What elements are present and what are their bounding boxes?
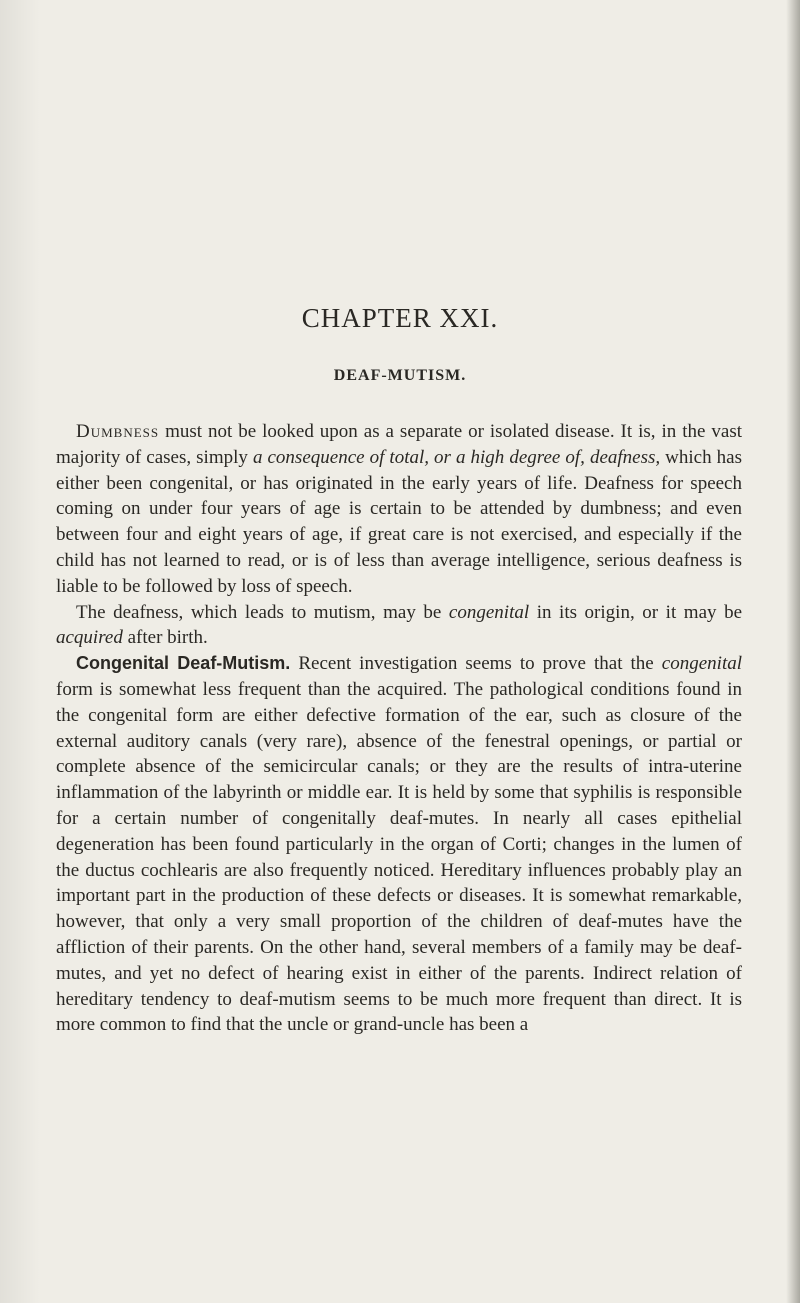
section-title: DEAF-MUTISM. [333, 367, 467, 384]
page-shadow [0, 0, 40, 1303]
paragraph-dumbness [56, 419, 742, 600]
lead-word: Dumbness [76, 421, 160, 442]
text-run: after birth. [122, 627, 208, 649]
italic-run: acquired [56, 627, 123, 649]
text-run: The deafness, which leads to mutism, may be [76, 601, 449, 623]
paragraph-origin [56, 600, 742, 652]
page-edge [786, 0, 800, 1303]
text-run: which has either been congenital, or has originated in the early years of life. Deafness for speech coming on under four years of age is certain to be attended by dumbness; and even between four and eight years of age, if great care is not exercised, and especially if the child has not learned to read, or is of less than average intelligence, serious deafness is liable to be followed by loss of speech. [56, 446, 742, 597]
text-run: must not be looked upon as a separate or isolated disease. It is, in the vast majority of cases, simply [56, 421, 742, 468]
body-text [56, 419, 742, 1038]
side-heading: Congenital Deaf-Mutism. [76, 653, 291, 674]
chapter-title: CHAPTER XXI. [301, 303, 499, 333]
paragraph-congenital [56, 651, 742, 1038]
italic-run: congenital [661, 653, 742, 675]
italic-run: a consequence of total, or a high degree of, deafness, [252, 446, 661, 468]
text-run: form is somewhat less frequent than the acquired. The pathological conditions found in the congenital form are either defective formation of the ear, such as closure of the external auditory canals (very rare), absence of the fenestral openings, or partial or complete absence of the semicircular canals; or they are the results of intra-uterine inflammation of the labyrinth or middle ear. It is held by some that syphilis is responsible for a certain number of congenitally deaf-mutes. In nearly all cases epithelial degeneration has been found particularly in the organ of Corti; changes in the lumen of the ductus cochlearis are also frequently noticed. Hereditary influences probably play an important part in the production of these defects or diseases. It is somewhat remarkable, however, that only a very small proportion of the children of deaf-mutes have the affliction of their parents. On the other hand, several members of a family may be deaf-mutes, and yet no defect of hearing exist in either of the parents. Indirect relation of hereditary tendency to deaf-mutism seems to be much more frequent than direct. It is more common to find that the uncle or grand-uncle has been a [56, 678, 742, 1036]
text-run: in its origin, or it may be [529, 601, 743, 623]
text-run: Recent investigation seems to prove that the [290, 653, 662, 675]
italic-run: congenital [448, 601, 530, 623]
